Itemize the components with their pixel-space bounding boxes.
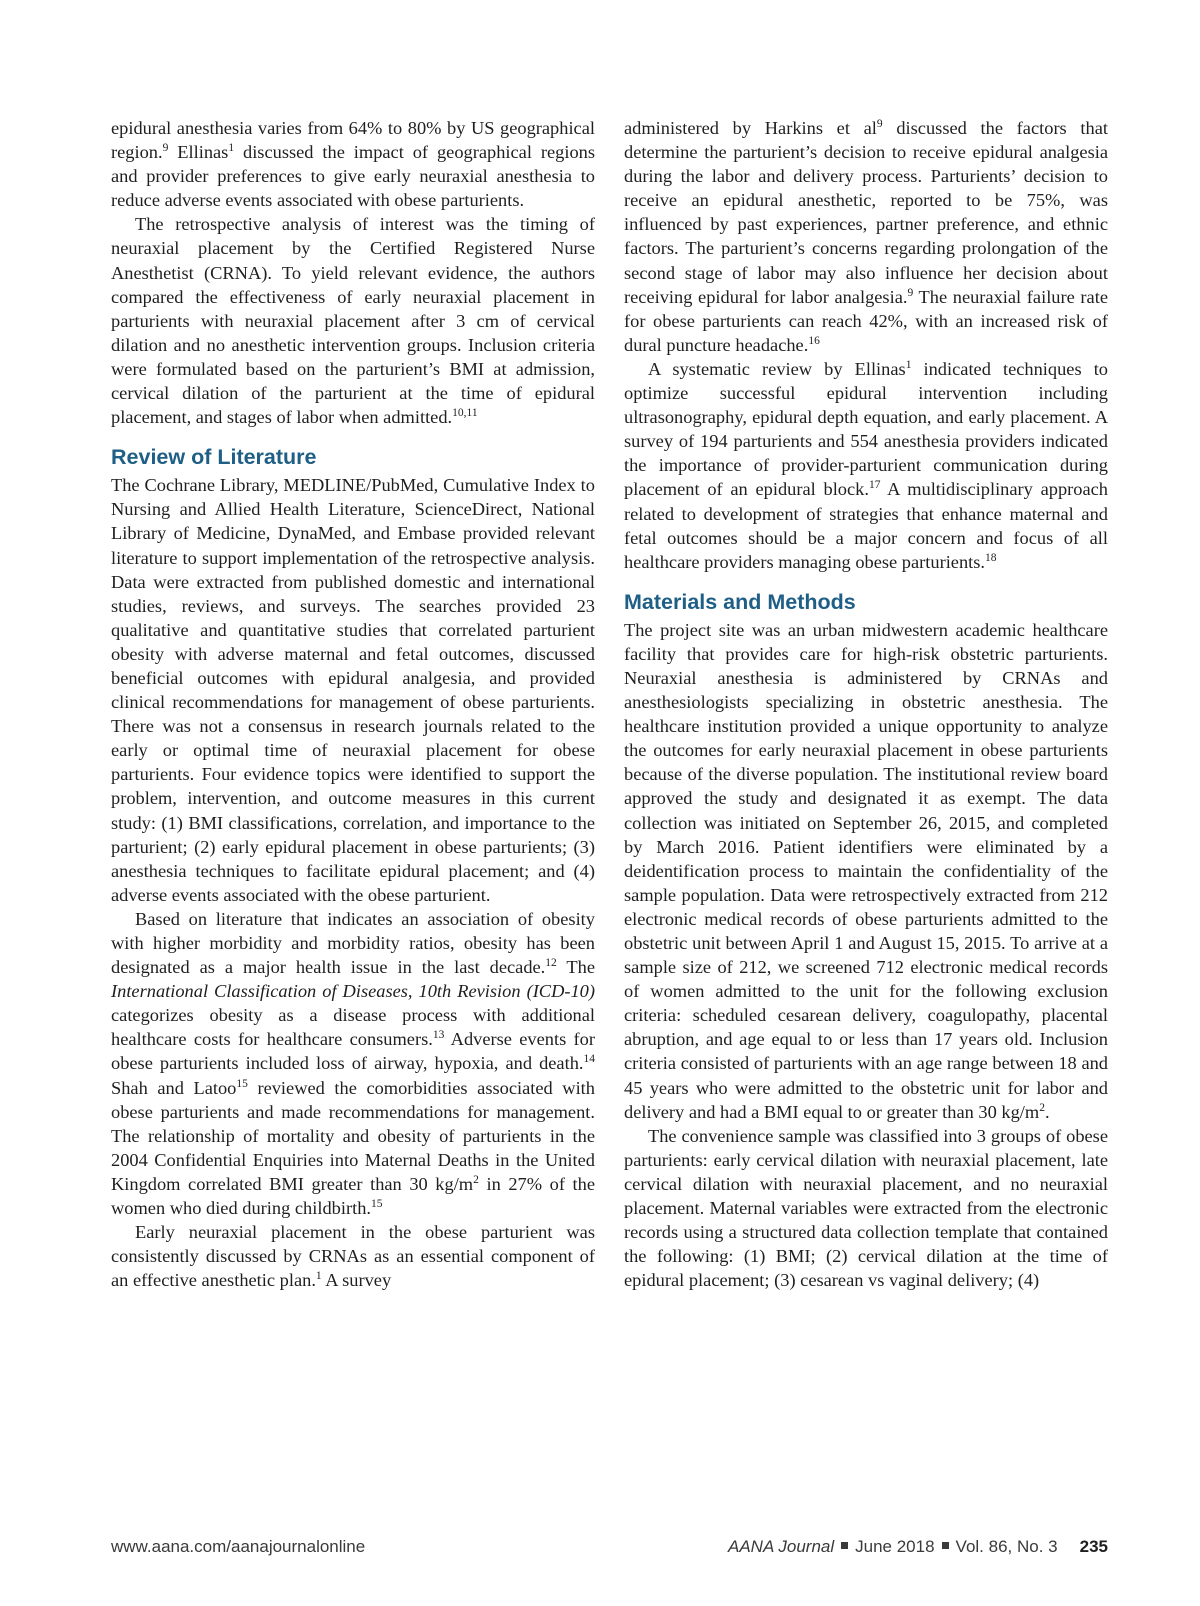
journal-name: AANA Journal <box>727 1537 835 1556</box>
paragraph: The project site was an urban midwestern academic healthcare facility that provides care for high-risk obstetric parturients. Neuraxial anesthesia is administered by CRNAs and anesthesiologists specializing in obstetric anesthesia. The healthcare institution provided a unique opportunity to analyze the outcomes for early neuraxial placement in obese parturients because of the diverse population. The institutional review board approved the study and designated it as exempt. The data collection was initiated on September 26, 2015, and completed by March 2016. Patient identifiers were eliminated by a deidentification process to maintain the confidentiality of the sample population. Data were retrospectively extracted from 212 electronic medical records of obese parturients admitted to the obstetric unit between April 1 and August 15, 2015. To arrive at a sample size of 212, we screened 712 electronic medical records of women admitted to the unit for the following exclusion criteria: scheduled cesarean delivery, coagulopathy, placental abruption, and age equal to or less than 17 years old. Inclusion criteria consisted of parturients with an age range between 18 and 45 years who were admitted to the obstetric unit for labor and delivery and had a BMI equal to or greater than 30 $kg/m^2$. <box>624 619 1108 1122</box>
paragraph: epidural anesthesia varies from 64% to 80% by US geographical region.$^9$ Ellinas$^1$ discussed the impact of geographical regions and provider preferences to give early neuraxial anesthesia to reduce adverse events associated with obese parturients. <box>111 118 595 211</box>
volume-issue: Vol. 86, No. 3 <box>955 1537 1058 1556</box>
page-number: 235 <box>1079 1537 1108 1556</box>
issue-date: June 2018 <box>855 1537 935 1556</box>
left-column <box>111 116 595 1292</box>
square-bullet-icon <box>942 1542 949 1549</box>
section-heading-methods: Materials and Methods <box>624 589 856 614</box>
paragraph: A systematic review by Ellinas$^1$ indicated techniques to optimize successful epidural intervention including ultrasonography, epidural depth equation, and early placement. A survey of 194 parturients and 554 anesthesia providers indicated the importance of provider-parturient communication during placement of an epidural block.$^{17}$ A multidisciplinary approach related to development of strategies that enhance maternal and fetal outcomes should be a major concern and focus of all healthcare providers managing obese parturients.$^{18}$ <box>624 358 1108 572</box>
paragraph: The Cochrane Library, MEDLINE/PubMed, Cumulative Index to Nursing and Allied Health Literature, ScienceDirect, National Library of Medicine, DynaMed, and Embase provided relevant literature to support implementation of the retrospective analysis. Data were extracted from published domestic and international studies, reviews, and surveys. The searches provided 23 qualitative and quantitative studies that correlated parturient obesity with adverse maternal and fetal outcomes, discussed beneficial outcomes with epidural analgesia, and provided clinical recommendations for management of obese parturients. There was not a consensus in research journals related to the early or optimal time of neuraxial placement for obese parturients. Four evidence topics were identified to support the problem, intervention, and outcome measures in this current study: (1) BMI classifications, correlation, and importance to the parturient; (2) early epidural placement in obese parturients; (3) anesthesia techniques to facilitate epidural placement; and (4) adverse events associated with the obese parturient. <box>111 475 595 905</box>
paragraph: The convenience sample was classified into 3 groups of obese parturients: early cervical dilation with neuraxial placement, late cervical dilation with neuraxial placement, and no neuraxial placement. Maternal variables were extracted from the electronic records using a structured data collection template that contained the following: (1) BMI; (2) cervical dilation at the time of epidural placement; (3) cesarean vs vaginal delivery; (4) <box>624 1125 1108 1291</box>
journal-citation <box>728 1537 1108 1557</box>
square-bullet-icon <box>841 1542 848 1549</box>
right-column <box>624 116 1108 1292</box>
paragraph: Early neuraxial placement in the obese parturient was consistently discussed by CRNAs as an essential component of an effective anesthetic plan.$^1$ A survey <box>111 1222 595 1291</box>
paragraph: Based on literature that indicates an association of obesity with higher morbidity and morbidity ratios, obesity has been designated as a major health issue in the last decade.$^{12}$ The International Classification of Diseases, 10th Revision (ICD-10) categorizes obesity as a disease process with additional healthcare costs for healthcare consumers.$^{13}$ Adverse events for obese parturients included loss of airway, hypoxia, and death.$^{14}$ Shah and Latoo$^{15}$ reviewed the comorbidities associated with obese parturients and made recommendations for management. The relationship of mortality and obesity of parturients in the 2004 Confidential Enquiries into Maternal Deaths in the United Kingdom correlated BMI greater than 30 $kg/m^2$ in 27% of the women who died during childbirth.$^{15}$ <box>111 908 596 1219</box>
paragraph: The retrospective analysis of interest was the timing of neuraxial placement by the Certified Registered Nurse Anesthetist (CRNA). To yield relevant evidence, the authors compared the effectiveness of early neuraxial placement in parturients with neuraxial placement after 3 cm of cervical dilation and no anesthetic intervention groups. Inclusion criteria were formulated based on the parturient’s BMI at admission, cervical dilation of the parturient at the time of epidural placement, and stages of labor when admitted.$^{10,11}$ <box>111 214 595 428</box>
journal-url-link[interactable]: www.aana.com/aanajournalonline <box>111 1537 366 1556</box>
page-footer <box>111 1537 1108 1561</box>
paragraph: administered by Harkins et $al^9$ discussed the factors that determine the parturient’s decision to receive epidural analgesia during the labor and delivery process. Parturients’ decision to receive an epidural anesthetic, reported to be 75%, was influenced by past experiences, partner preference, and ethnic factors. The parturient’s concerns regarding prolongation of the second stage of labor may also influence her decision about receiving epidural for labor analgesia.$^9$ The neuraxial failure rate for obese parturients can reach 42%, with an increased risk of dural puncture headache.$^{16}$ <box>624 118 1108 355</box>
section-heading-review: Review of Literature <box>111 445 317 470</box>
